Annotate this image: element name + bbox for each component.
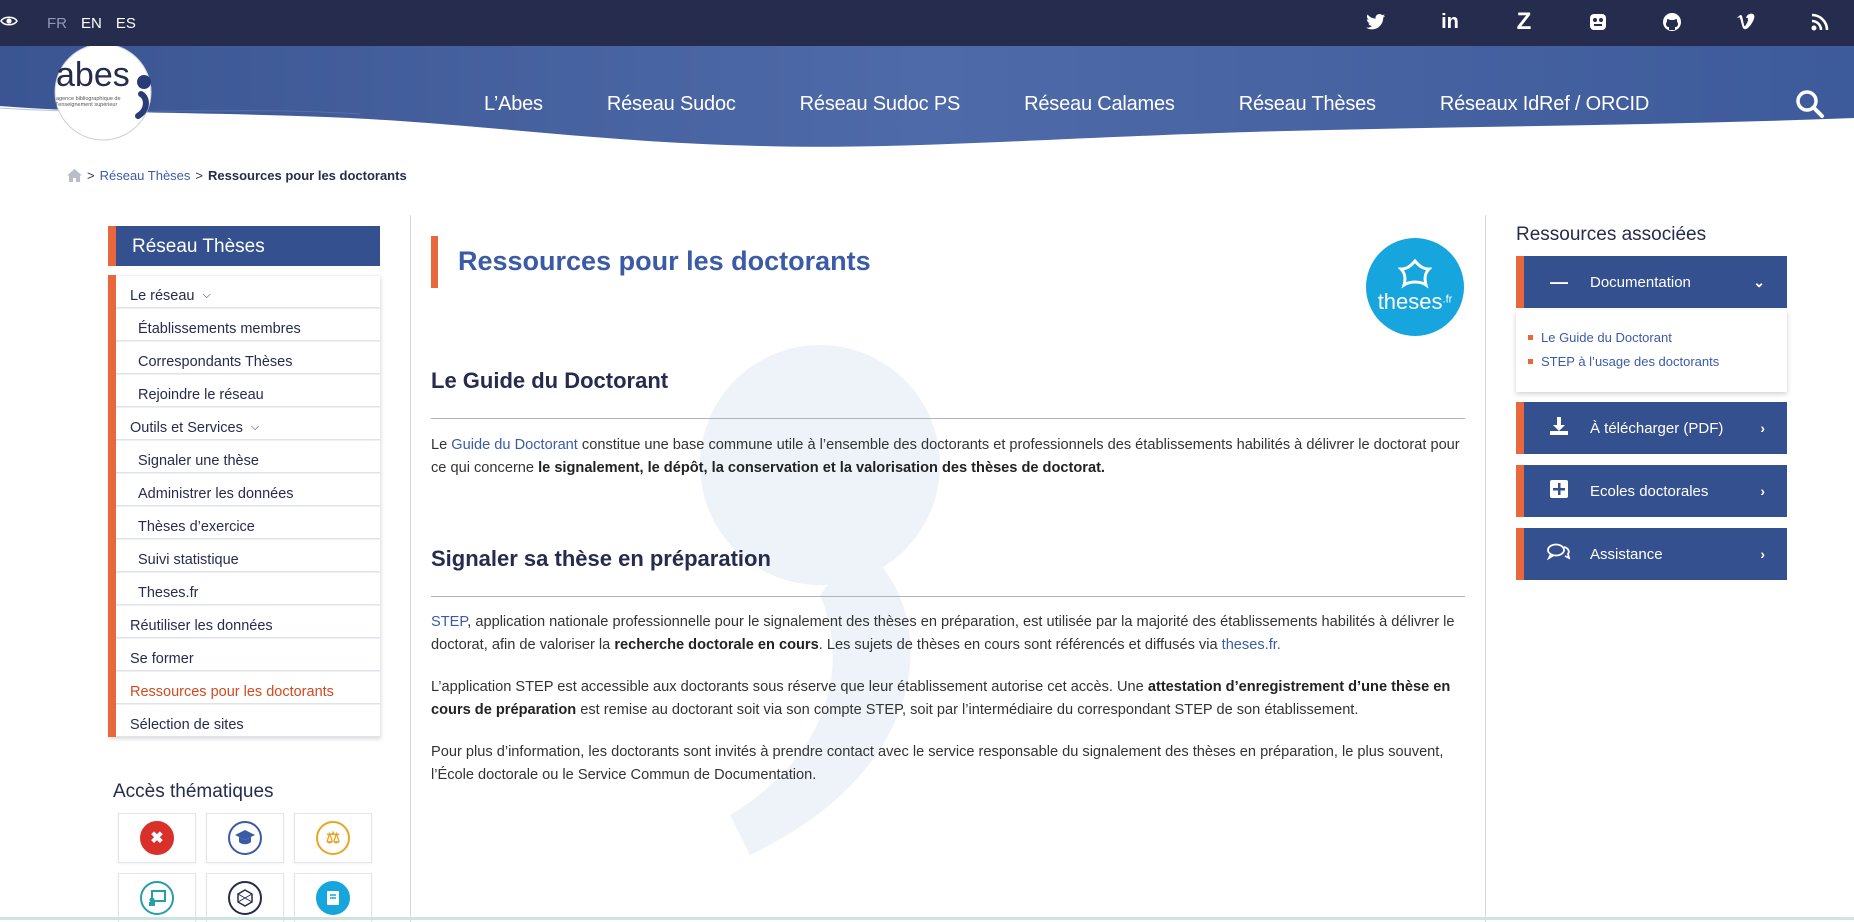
tools-icon: ✖ <box>140 821 174 855</box>
acces-tile-justice[interactable] <box>294 813 372 863</box>
sidebar-item-outils-et-services[interactable] <box>116 407 380 440</box>
doc-link-label: Le Guide du Doctorant <box>1541 330 1672 345</box>
text-fragment: est remise au doctorant soit via son compte STEP, soit par l’intermédiaire du correspondant STEP de son établissement. <box>576 702 1359 718</box>
chevron-right-icon: › <box>1760 546 1765 562</box>
sidebar-item-theses-fr[interactable] <box>116 572 380 605</box>
zotero-icon[interactable] <box>1510 8 1538 36</box>
bold-fragment: le signalement, le dépôt, la conservation et la valorisation des thèses de doctorat. <box>538 460 1105 476</box>
top-bar <box>0 0 1854 46</box>
acces-tile-graduation[interactable] <box>206 813 284 863</box>
section-divider <box>431 596 1465 597</box>
acces-tile-tools[interactable] <box>118 813 196 863</box>
step-paragraph <box>431 611 1465 657</box>
nav-calames[interactable]: Réseau Calames <box>1024 93 1175 115</box>
sidebar-item-label: Outils et Services <box>130 419 243 436</box>
nav-sudoc[interactable]: Réseau Sudoc <box>606 93 736 115</box>
zotero-glyph: Z <box>1516 8 1532 35</box>
acces-thematiques-title: Accès thématiques <box>113 781 274 802</box>
sidebar-item-reutiliser-les-donnees[interactable] <box>116 605 380 638</box>
vimeo-icon[interactable] <box>1732 8 1760 36</box>
main-nav <box>484 93 1713 116</box>
nav-abes[interactable]: L’Abes <box>484 93 543 115</box>
sidebar-item-signaler-une-these[interactable] <box>116 440 380 473</box>
download-icon <box>1544 416 1574 441</box>
bullet-square-icon <box>1528 335 1533 340</box>
sidebar-item-label: Administrer les données <box>138 485 294 502</box>
network-icon <box>228 881 262 915</box>
chevron-down-icon: ⌵ <box>202 289 211 301</box>
step-link[interactable]: STEP <box>431 614 468 630</box>
attestation-paragraph <box>431 676 1465 722</box>
theses-fr-link[interactable]: theses.fr. <box>1221 637 1281 653</box>
right-sidebar-title: Ressources associées <box>1516 224 1707 245</box>
sidebar-item-label: Le réseau <box>130 287 195 304</box>
section-divider <box>431 418 1465 419</box>
box-label: Documentation <box>1590 273 1691 291</box>
sidebar-item-label: Se former <box>130 650 194 667</box>
sidebar-item-se-former[interactable] <box>116 638 380 671</box>
breadcrumb-separator: > <box>87 168 95 183</box>
acces-tile-network[interactable] <box>206 873 284 922</box>
logo-subtext: agence bibliographique de l'enseignement supérieur <box>56 96 121 108</box>
text-fragment: . Les sujets de thèses en cours sont référencés et diffusés via <box>818 637 1222 653</box>
scales-icon: ⚖ <box>316 821 350 855</box>
doc-link-label: STEP à l’usage des doctorants <box>1541 354 1720 369</box>
text-fragment: Le <box>431 437 452 453</box>
sidebar-item-ressources-doctorants[interactable] <box>116 671 380 704</box>
acces-thematiques-grid <box>118 813 372 922</box>
acces-tile-teaching[interactable] <box>118 873 196 922</box>
search-icon[interactable] <box>1794 88 1826 120</box>
nav-theses[interactable]: Réseau Thèses <box>1238 93 1376 115</box>
theses-star-icon <box>1398 259 1432 289</box>
site-header <box>0 46 1854 166</box>
sidebar-item-le-reseau[interactable] <box>116 275 380 308</box>
lang-en[interactable]: EN <box>81 15 102 32</box>
theses-fr-logo[interactable] <box>1366 238 1464 336</box>
sidebar-item-selection-de-sites[interactable] <box>116 704 380 737</box>
sidebar-item-correspondants-theses[interactable] <box>116 341 380 374</box>
abes-logo[interactable] <box>48 46 160 142</box>
nav-sudoc-ps[interactable]: Réseau Sudoc PS <box>799 93 961 115</box>
accessibility-eye-icon[interactable] <box>0 12 18 30</box>
sidebar-item-suivi-statistique[interactable] <box>116 539 380 572</box>
sidebar-item-label: Signaler une thèse <box>138 452 259 469</box>
left-divider <box>410 215 411 922</box>
guide-paragraph <box>431 434 1465 480</box>
right-divider <box>1485 215 1486 922</box>
minus-icon: — <box>1550 271 1568 292</box>
bold-fragment: attestation d’enregistrement d’une thèse en cours de préparation <box>431 679 1451 718</box>
text-fragment: constitue une base commune utile à l’ensemble des doctorants et professionnels des établissements habilités à délivrer le doctorat pour ce qui concerne <box>431 437 1460 476</box>
sidebar-item-label: Thèses d’exercice <box>138 518 255 535</box>
guide-du-doctorant-link[interactable]: Guide du Doctorant <box>451 437 578 453</box>
text-fragment: L’application STEP est accessible aux doctorants sous réserve que leur établissement autorise cet accès. Une <box>431 679 1148 695</box>
contact-paragraph: Pour plus d’information, les doctorants sont invités à prendre contact avec le service responsable du signalement des thèses en préparation, le plus souvent, l’École doctorale ou le Service Commun de Documentation. <box>431 744 1444 783</box>
sidebar-item-theses-exercice[interactable] <box>116 506 380 539</box>
linkedin-icon[interactable] <box>1436 8 1464 36</box>
theses-logo-text: theses <box>1377 289 1443 314</box>
chat-icon <box>1544 543 1574 566</box>
text-fragment: , application nationale professionnelle pour le signalement des thèses en préparation, est utilisée par la majorité des établissements habilités à délivrer le doctorat, afin de valoriser la <box>431 614 1455 653</box>
book-icon <box>316 881 350 915</box>
logo-wordmark: abes <box>56 56 130 94</box>
sidebar-item-label: Sélection de sites <box>130 716 244 733</box>
sidebar-item-label: Suivi statistique <box>138 551 239 568</box>
rss-icon[interactable] <box>1806 8 1834 36</box>
sidebar-item-label: Rejoindre le réseau <box>138 386 264 403</box>
github-icon[interactable] <box>1658 8 1686 36</box>
acces-tile-book[interactable] <box>294 873 372 922</box>
telecharger-pdf-button[interactable] <box>1516 402 1787 454</box>
section-heading-guide: Le Guide du Doctorant <box>431 368 669 393</box>
language-switcher <box>47 15 136 32</box>
ecoles-doctorales-button[interactable] <box>1516 465 1787 517</box>
documentation-toggle[interactable] <box>1516 256 1787 308</box>
chevron-down-icon: ⌵ <box>250 421 260 433</box>
social-links <box>1362 8 1834 36</box>
nav-idref-orcid[interactable]: Réseaux IdRef / ORCID <box>1439 93 1650 115</box>
graduation-cap-icon <box>228 821 262 855</box>
lang-es[interactable]: ES <box>115 15 136 32</box>
teaching-board-icon <box>140 881 174 915</box>
sidebar-item-label: Établissements membres <box>138 320 301 337</box>
breadcrumb-link-reseau-theses[interactable]: Réseau Thèses <box>99 168 191 183</box>
home-icon[interactable] <box>67 169 82 182</box>
section-heading-signaler: Signaler sa thèse en préparation <box>431 546 771 571</box>
breadcrumb-current: Ressources pour les doctorants <box>208 168 407 183</box>
box-label: À télécharger (PDF) <box>1590 419 1724 437</box>
breadcrumb-separator: > <box>195 168 204 183</box>
chevron-right-icon: › <box>1760 483 1765 499</box>
sidebar-item-rejoindre-le-reseau[interactable] <box>116 374 380 407</box>
box-label: Assistance <box>1590 545 1663 563</box>
sidebar-item-administrer-les-donnees[interactable] <box>116 473 380 506</box>
chevron-down-icon: ⌄ <box>1753 273 1765 290</box>
linkedin-glyph: in <box>1441 10 1459 33</box>
left-sidebar-menu <box>108 275 380 737</box>
sidebar-item-label: Réutiliser les données <box>130 617 273 634</box>
bullet-square-icon <box>1528 359 1533 364</box>
box-label: Ecoles doctorales <box>1590 482 1709 500</box>
doc-link-guide[interactable] <box>1528 330 1787 345</box>
bottom-edge-line <box>0 917 1854 920</box>
doc-link-step[interactable] <box>1528 354 1787 369</box>
sidebar-item-label: Theses.fr <box>138 584 199 601</box>
twitter-icon[interactable] <box>1362 8 1390 36</box>
page-title-block <box>431 236 871 288</box>
sidebar-item-etablissements-membres[interactable] <box>116 308 380 341</box>
plus-square-icon <box>1544 480 1574 503</box>
bitbucket-icon[interactable] <box>1584 8 1612 36</box>
sidebar-item-label: Ressources pour les doctorants <box>130 683 334 700</box>
lang-fr[interactable]: FR <box>47 15 67 32</box>
bold-fragment: recherche doctorale en cours <box>614 637 819 653</box>
documentation-links <box>1516 310 1787 392</box>
page-title: Ressources pour les doctorants <box>458 246 871 276</box>
sidebar-item-label: Correspondants Thèses <box>138 353 293 370</box>
breadcrumb <box>67 168 407 183</box>
theses-logo-suffix: .fr <box>1442 293 1453 306</box>
left-sidebar-title[interactable]: Réseau Thèses <box>108 226 380 266</box>
assistance-button[interactable] <box>1516 528 1787 580</box>
chevron-right-icon: › <box>1760 420 1765 436</box>
